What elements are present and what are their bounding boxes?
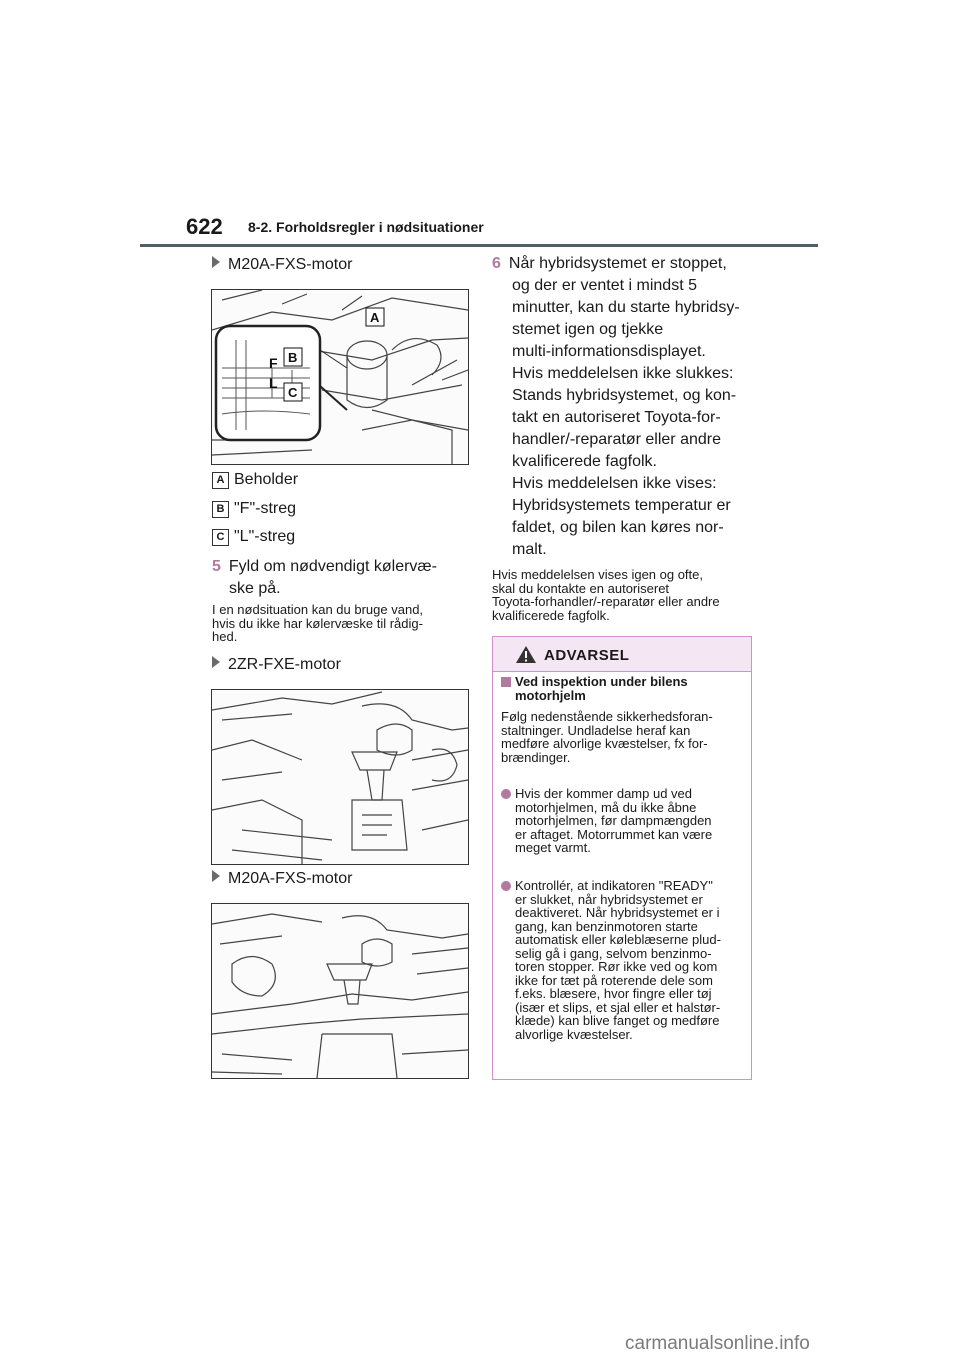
subheading-2zr: 2ZR-FXE-motor [212,656,341,674]
l-level-letter: L [269,375,278,391]
step-6: 6 Når hybridsystemet er stoppet, og der er ventet i mindst 5 minutter, kan du starte hybridsy- stemet igen og tjekke multi-informationsdisplayet. Hvis meddelelsen ikke slukkes: Stands hybridsystemet, og kon- takt en autoriseret Toyota-for- handler/-reparatør eller andre kvalificerede fagfolk. Hvis meddelelsen ikke vises: Hybridsystemets temperatur er faldet, og bilen kan køres nor- malt. [492,255,740,558]
engine-figure-reservoir-levels [211,289,469,465]
coolant-note: I en nødsituation kan du bruge vand, hvis du ikke har kølervæske til rådig- hed. [212,602,424,644]
warning-box [492,636,752,1080]
callout-c: C [288,385,298,400]
legend-item-b: B "F"-streg [212,500,296,518]
callout-b: B [288,350,298,365]
site-watermark: carmanualsonline.info [625,1333,810,1354]
legend-item-a: A Beholder [212,471,298,489]
engine-figure-2zr-refill [211,689,469,865]
triangle-bullet-icon [212,870,220,882]
warning-bullet-steam: Hvis der kommer damp ud ved motorhjelmen, må du ikke åbne motorhjelmen, før dampmængden er aftaget. Motorrummet kan være meget varmt. [501,787,746,855]
warning-title: ADVARSEL [544,647,630,664]
round-bullet-icon [501,881,511,891]
step-5: 5 Fyld om nødvendigt kølervæ- ske på. [212,558,437,597]
page-number: 622 [186,214,223,239]
warning-header [493,637,751,672]
warning-intro: Følg nedenstående sikkerhedsforan- staltninger. Undladelse heraf kan medføre alvorlige kvæstelser, fx for- brændinger. [501,709,713,765]
warning-bullet-ready: Kontrollér, at indikatoren "READY" er slukket, når hybridsystemet er deaktiveret. Når hybridsystemet er i gang, kan benzinmotoren starte automatisk eller køleblæserne plud- selig gå i gang, selvom benzinmo- toren stopper. Rør ikke ved og kom ikke for tæt på roterende dele som f.eks. blæsere, hvor fingre eller tøj (især et slips, et sjal eller et halstør- klæde) kan blive fanget og medføre alvorlige kvæstelser. [501,879,746,1041]
triangle-bullet-icon [212,656,220,668]
warning-heading: Ved inspektion under bilens motorhjelm [501,675,746,702]
legend-item-c: C "L"-streg [212,528,295,546]
callout-a: A [370,310,380,325]
round-bullet-icon [501,789,511,799]
square-bullet-icon [501,677,511,687]
section-title: 8-2. Forholdsregler i nødsituationer [248,219,484,235]
subheading-m20a-2: M20A-FXS-motor [212,870,352,888]
header-divider [140,244,818,247]
engine-figure-m20a-refill [211,903,469,1079]
triangle-bullet-icon [212,256,220,268]
f-level-letter: F [269,355,278,371]
recurring-message-note: Hvis meddelelsen vises igen og ofte, skal du kontakte en autoriseret Toyota-forhandler/-reparatør eller andre kvalificerede fagfolk. [492,567,720,623]
warning-triangle-icon [515,645,537,664]
subheading-m20a-1: M20A-FXS-motor [212,256,352,274]
